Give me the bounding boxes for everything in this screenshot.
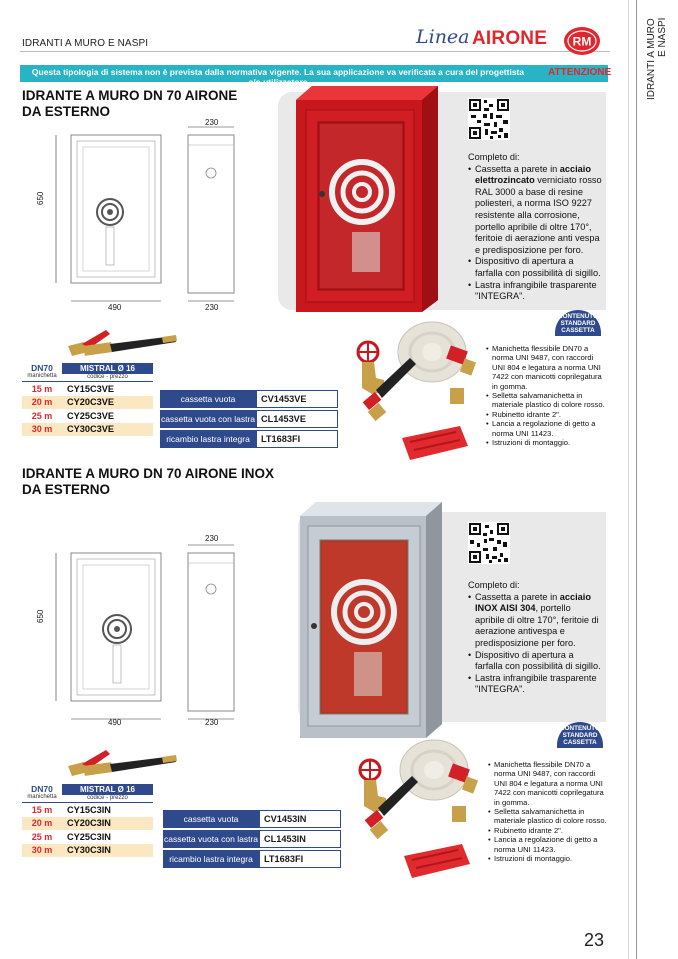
brand-name: AIRONE	[472, 28, 548, 49]
dim-height-label: 650	[36, 191, 45, 205]
side-divider-light	[628, 0, 629, 959]
inox-cabinet-image	[298, 500, 446, 740]
kit-accessories-image	[350, 318, 490, 464]
attention-label: ATTENZIONE	[548, 67, 612, 78]
category-label: IDRANTI A MURO E NASPI	[22, 38, 149, 49]
kit-contents-list: • Manichetta flessibile DN70 a norma UNI 9487, con raccordi UNI 804 e legatura a norma UNI 7422 con manicotti coprilegatura in gomma. • Selletta salvamanichetta in materiale plastico di colore rosso. • Rubinetto idrante 2". • Lancia a regolazione di getto a norma UNI 11423. • Istruzioni di montaggio.	[488, 760, 608, 863]
price-row: 25 m CY25C3IN	[31, 831, 111, 842]
accessory-row: ricambio lastra integra LT1683FI	[160, 430, 338, 448]
dim-depth-bottom-label: 230	[205, 303, 219, 312]
svg-text:RM: RM	[572, 34, 592, 49]
price-row: 30 m CY30C3IN	[22, 844, 153, 858]
side-divider	[636, 0, 637, 959]
dim-depth-top-label: 230	[205, 534, 219, 543]
technical-drawing-airone-inox	[22, 533, 252, 733]
description-text: Completo di: • Cassetta a parete in acciaio INOX AISI 304, portello apribile di oltre 170°, feritoie di aerazione antivespa e predisposizione per foro. • Dispositivo di apertura a farfalla con possibilità di sigillo. • Lastra infrangibile trasparente "INTEGRA".	[468, 580, 602, 696]
price-row: 15 m CY15C3IN	[31, 804, 111, 815]
description-text: Completo di: • Cassetta a parete in acciaio elettrozincato verniciato rosso RAL 3000 a base di resine poliesteri, a norma ISO 9227 resistente alla corrosione, portello apribile di oltre 170°, feritoie di aerazione anti vespa e predisposizione per foro. • Dispositivo di apertura a farfalla con possibilità di sigillo. • Lastra infrangibile trasparente "INTEGRA".	[468, 152, 602, 303]
section-title-airone-inox: IDRANTE A MURO DN 70 AIRONE INOX DA ESTERNO	[22, 466, 275, 497]
dim-width-label: 490	[108, 718, 122, 727]
dn-sub-label: manichetta	[27, 794, 57, 800]
technical-drawing-airone	[22, 115, 252, 315]
kit-accessories-image	[352, 736, 492, 882]
price-row: 20 m CY20C3VE	[22, 396, 153, 410]
side-category-label: IDRANTI A MURO E NASPI	[646, 18, 668, 100]
price-row: 15 m CY15C3VE	[31, 383, 114, 394]
price-table	[22, 784, 153, 857]
kit-contents-list: • Manichetta flessibile DN70 a norma UNI 9487, con raccordi UNI 804 e legatura a norma UNI 7422 con manicotti coprilegatura in gomma. • Selletta salvamanichetta in materiale plastico di colore rosso. • Rubinetto idrante 2". • Lancia a regolazione di getto a norma UNI 11423. • Istruzioni di montaggio.	[486, 344, 608, 447]
mistral-header: MISTRAL Ø 16	[62, 363, 153, 374]
standard-content-badge: CONTENUTO STANDARD CASSETTA	[557, 722, 603, 748]
accessory-row: cassetta vuota CV1453VE	[160, 390, 338, 408]
mistral-nozzle-image	[66, 322, 178, 362]
accessory-row: cassetta vuota con lastra CL1453VE	[160, 410, 338, 428]
rm-logo	[562, 26, 602, 56]
page-number: 23	[584, 930, 605, 950]
dim-height-label: 650	[36, 609, 45, 623]
accessory-row: cassetta vuota con lastra CL1453IN	[163, 830, 341, 848]
red-cabinet-image	[292, 82, 442, 314]
dn-sub-label: manichetta	[27, 373, 57, 379]
mistral-sub-label: codice - prezzo	[87, 795, 128, 801]
mistral-nozzle-image	[66, 742, 178, 782]
mistral-sub-label: codice - prezzo	[87, 374, 128, 380]
brand-line-script: Linea	[416, 26, 470, 48]
qr-code	[468, 522, 510, 564]
section-title-airone: IDRANTE A MURO DN 70 AIRONE DA ESTERNO	[22, 88, 238, 119]
accessory-row: ricambio lastra integra LT1683FI	[163, 850, 341, 868]
dim-depth-bottom-label: 230	[205, 718, 219, 727]
dn-label: DN70	[31, 784, 53, 794]
price-row: 30 m CY30C3VE	[22, 423, 153, 437]
dn-label: DN70	[31, 363, 53, 373]
accessory-codes-table	[163, 810, 341, 870]
accessory-codes-table	[160, 390, 338, 450]
standard-content-badge: CONTENUTO STANDARD CASSETTA	[555, 310, 601, 336]
accessory-row: cassetta vuota CV1453IN	[163, 810, 341, 828]
header-divider	[20, 51, 610, 52]
mistral-header: MISTRAL Ø 16	[62, 784, 153, 795]
price-row: 25 m CY25C3VE	[31, 410, 114, 421]
dim-depth-top-label: 230	[205, 118, 219, 127]
price-table	[22, 363, 153, 436]
dim-width-label: 490	[108, 303, 122, 312]
notice-text: Questa tipologia di sistema non è prevista dalla normativa vigente. La sua applicazione va verificata a cura del progettista e/o utilizzatore	[31, 67, 525, 87]
price-row: 20 m CY20C3IN	[22, 817, 153, 831]
qr-code	[468, 98, 510, 140]
